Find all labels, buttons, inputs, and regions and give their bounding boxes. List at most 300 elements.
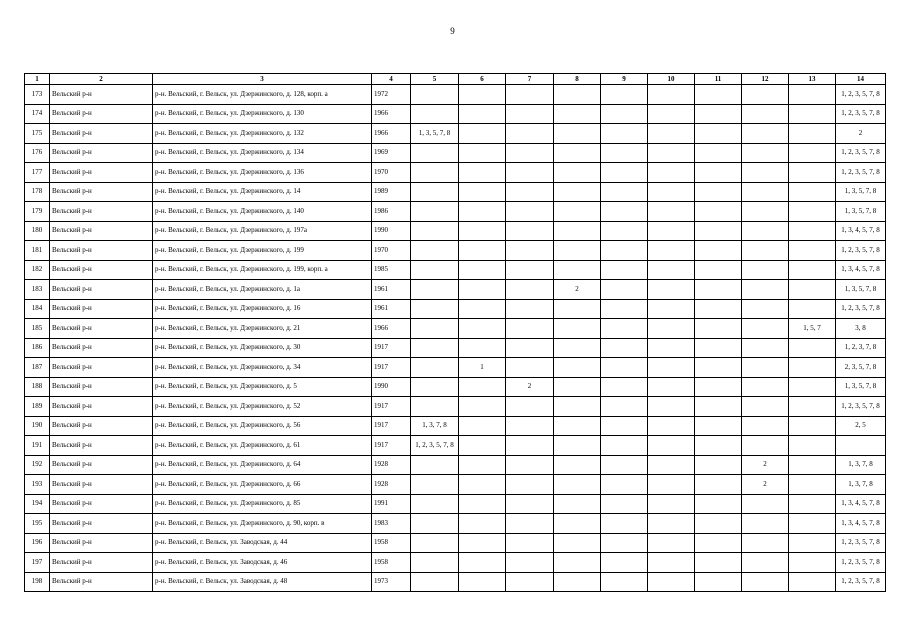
col9-cell bbox=[601, 260, 648, 280]
row-number-cell: 197 bbox=[25, 553, 50, 573]
col14-cell: 1, 2, 3, 5, 7, 8 bbox=[836, 572, 886, 592]
col7-cell bbox=[506, 338, 554, 358]
col10-cell bbox=[648, 319, 695, 339]
address-cell: р-н. Вельский, г. Вельск, ул. Дзержинского, д. 90, корп. в bbox=[153, 514, 372, 534]
col8-cell bbox=[554, 358, 601, 378]
table-row bbox=[25, 553, 886, 573]
col11-cell bbox=[695, 514, 742, 534]
col5-cell bbox=[411, 455, 459, 475]
col10-cell bbox=[648, 553, 695, 573]
col8-cell bbox=[554, 475, 601, 495]
col6-cell bbox=[459, 260, 506, 280]
row-number-cell: 191 bbox=[25, 436, 50, 456]
col14-cell: 1, 2, 3, 5, 7, 8 bbox=[836, 553, 886, 573]
table-row bbox=[25, 182, 886, 202]
address-cell: р-н. Вельский, г. Вельск, ул. Дзержинского, д. 66 bbox=[153, 475, 372, 495]
address-cell: р-н. Вельский, г. Вельск, ул. Дзержинского, д. 134 bbox=[153, 143, 372, 163]
col11-cell bbox=[695, 221, 742, 241]
col6-cell bbox=[459, 163, 506, 183]
table-row bbox=[25, 572, 886, 592]
district-cell: Вельский р-н bbox=[50, 397, 153, 417]
address-cell: р-н. Вельский, г. Вельск, ул. Дзержинского, д. 199 bbox=[153, 241, 372, 261]
col14-cell: 1, 3, 7, 8 bbox=[836, 455, 886, 475]
col13-cell: 1, 5, 7 bbox=[789, 319, 836, 339]
col10-cell bbox=[648, 299, 695, 319]
col14-cell: 1, 2, 3, 5, 7, 8 bbox=[836, 299, 886, 319]
year-cell: 1970 bbox=[372, 163, 411, 183]
col9-cell bbox=[601, 436, 648, 456]
column-header: 1 bbox=[25, 74, 50, 85]
table-row bbox=[25, 377, 886, 397]
col7-cell bbox=[506, 358, 554, 378]
col6-cell bbox=[459, 572, 506, 592]
row-number-cell: 179 bbox=[25, 202, 50, 222]
col11-cell bbox=[695, 416, 742, 436]
col5-cell bbox=[411, 299, 459, 319]
row-number-cell: 174 bbox=[25, 104, 50, 124]
col6-cell bbox=[459, 338, 506, 358]
col7-cell bbox=[506, 280, 554, 300]
district-cell: Вельский р-н bbox=[50, 358, 153, 378]
housing-register-table bbox=[24, 73, 886, 592]
col14-cell: 1, 3, 5, 7, 8 bbox=[836, 377, 886, 397]
col10-cell bbox=[648, 397, 695, 417]
col8-cell bbox=[554, 260, 601, 280]
col7-cell bbox=[506, 553, 554, 573]
district-cell: Вельский р-н bbox=[50, 124, 153, 144]
table-row bbox=[25, 475, 886, 495]
col7-cell bbox=[506, 182, 554, 202]
col9-cell bbox=[601, 221, 648, 241]
table-row bbox=[25, 514, 886, 534]
col6-cell bbox=[459, 514, 506, 534]
col7-cell bbox=[506, 260, 554, 280]
col8-cell bbox=[554, 553, 601, 573]
col5-cell bbox=[411, 397, 459, 417]
address-cell: р-н. Вельский, г. Вельск, ул. Дзержинского, д. 34 bbox=[153, 358, 372, 378]
col9-cell bbox=[601, 455, 648, 475]
col12-cell bbox=[742, 397, 789, 417]
col6-cell bbox=[459, 85, 506, 105]
col5-cell bbox=[411, 221, 459, 241]
district-cell: Вельский р-н bbox=[50, 299, 153, 319]
col13-cell bbox=[789, 280, 836, 300]
column-header: 2 bbox=[50, 74, 153, 85]
col9-cell bbox=[601, 124, 648, 144]
year-cell: 1917 bbox=[372, 338, 411, 358]
col8-cell bbox=[554, 338, 601, 358]
column-header: 14 bbox=[836, 74, 886, 85]
address-cell: р-н. Вельский, г. Вельск, ул. Дзержинского, д. 30 bbox=[153, 338, 372, 358]
col10-cell bbox=[648, 572, 695, 592]
col11-cell bbox=[695, 455, 742, 475]
col13-cell bbox=[789, 397, 836, 417]
col8-cell bbox=[554, 436, 601, 456]
col6-cell bbox=[459, 475, 506, 495]
table-row bbox=[25, 397, 886, 417]
col7-cell bbox=[506, 475, 554, 495]
col5-cell bbox=[411, 338, 459, 358]
table-row bbox=[25, 319, 886, 339]
year-cell: 1972 bbox=[372, 85, 411, 105]
col5-cell bbox=[411, 202, 459, 222]
table-row bbox=[25, 202, 886, 222]
col13-cell bbox=[789, 377, 836, 397]
column-header: 8 bbox=[554, 74, 601, 85]
col14-cell: 1, 3, 5, 7, 8 bbox=[836, 182, 886, 202]
col8-cell bbox=[554, 124, 601, 144]
row-number-cell: 178 bbox=[25, 182, 50, 202]
district-cell: Вельский р-н bbox=[50, 182, 153, 202]
col8-cell bbox=[554, 221, 601, 241]
col14-cell: 1, 2, 3, 5, 7, 8 bbox=[836, 533, 886, 553]
col12-cell bbox=[742, 260, 789, 280]
table-row bbox=[25, 280, 886, 300]
district-cell: Вельский р-н bbox=[50, 572, 153, 592]
col11-cell bbox=[695, 358, 742, 378]
year-cell: 1991 bbox=[372, 494, 411, 514]
col8-cell bbox=[554, 533, 601, 553]
col10-cell bbox=[648, 416, 695, 436]
col8-cell bbox=[554, 494, 601, 514]
col14-cell: 1, 3, 5, 7, 8 bbox=[836, 280, 886, 300]
address-cell: р-н. Вельский, г. Вельск, ул. Дзержинского, д. 130 bbox=[153, 104, 372, 124]
address-cell: р-н. Вельский, г. Вельск, ул. Заводская, д. 44 bbox=[153, 533, 372, 553]
col13-cell bbox=[789, 475, 836, 495]
col6-cell bbox=[459, 533, 506, 553]
col11-cell bbox=[695, 104, 742, 124]
col7-cell bbox=[506, 436, 554, 456]
year-cell: 1961 bbox=[372, 280, 411, 300]
col5-cell bbox=[411, 280, 459, 300]
col5-cell bbox=[411, 182, 459, 202]
col8-cell: 2 bbox=[554, 280, 601, 300]
col12-cell bbox=[742, 221, 789, 241]
col9-cell bbox=[601, 572, 648, 592]
page-number: 9 bbox=[450, 26, 455, 36]
col9-cell bbox=[601, 514, 648, 534]
year-cell: 1928 bbox=[372, 455, 411, 475]
district-cell: Вельский р-н bbox=[50, 553, 153, 573]
district-cell: Вельский р-н bbox=[50, 494, 153, 514]
district-cell: Вельский р-н bbox=[50, 260, 153, 280]
col13-cell bbox=[789, 143, 836, 163]
col11-cell bbox=[695, 182, 742, 202]
row-number-cell: 185 bbox=[25, 319, 50, 339]
col11-cell bbox=[695, 436, 742, 456]
district-cell: Вельский р-н bbox=[50, 241, 153, 261]
col12-cell bbox=[742, 553, 789, 573]
col9-cell bbox=[601, 475, 648, 495]
col5-cell bbox=[411, 260, 459, 280]
col12-cell bbox=[742, 319, 789, 339]
col10-cell bbox=[648, 143, 695, 163]
col7-cell bbox=[506, 299, 554, 319]
col10-cell bbox=[648, 280, 695, 300]
col7-cell bbox=[506, 241, 554, 261]
col14-cell: 1, 2, 3, 5, 7, 8 bbox=[836, 397, 886, 417]
col14-cell: 2, 3, 5, 7, 8 bbox=[836, 358, 886, 378]
col10-cell bbox=[648, 85, 695, 105]
row-number-cell: 175 bbox=[25, 124, 50, 144]
address-cell: р-н. Вельский, г. Вельск, ул. Дзержинского, д. 21 bbox=[153, 319, 372, 339]
col5-cell: 1, 3, 5, 7, 8 bbox=[411, 124, 459, 144]
address-cell: р-н. Вельский, г. Вельск, ул. Дзержинского, д. 85 bbox=[153, 494, 372, 514]
district-cell: Вельский р-н bbox=[50, 104, 153, 124]
col11-cell bbox=[695, 202, 742, 222]
col13-cell bbox=[789, 124, 836, 144]
col9-cell bbox=[601, 202, 648, 222]
col12-cell bbox=[742, 358, 789, 378]
col6-cell bbox=[459, 299, 506, 319]
col12-cell bbox=[742, 494, 789, 514]
col12-cell bbox=[742, 514, 789, 534]
column-header: 9 bbox=[601, 74, 648, 85]
col14-cell: 3, 8 bbox=[836, 319, 886, 339]
col8-cell bbox=[554, 377, 601, 397]
table-row bbox=[25, 436, 886, 456]
year-cell: 1989 bbox=[372, 182, 411, 202]
col9-cell bbox=[601, 377, 648, 397]
col11-cell bbox=[695, 553, 742, 573]
col8-cell bbox=[554, 104, 601, 124]
table-row bbox=[25, 104, 886, 124]
col9-cell bbox=[601, 299, 648, 319]
col14-cell: 2, 5 bbox=[836, 416, 886, 436]
col12-cell bbox=[742, 163, 789, 183]
column-header: 7 bbox=[506, 74, 554, 85]
year-cell: 1970 bbox=[372, 241, 411, 261]
col10-cell bbox=[648, 475, 695, 495]
district-cell: Вельский р-н bbox=[50, 436, 153, 456]
col5-cell bbox=[411, 475, 459, 495]
col13-cell bbox=[789, 299, 836, 319]
address-cell: р-н. Вельский, г. Вельск, ул. Дзержинского, д. 5 bbox=[153, 377, 372, 397]
year-cell: 1986 bbox=[372, 202, 411, 222]
col11-cell bbox=[695, 143, 742, 163]
col12-cell bbox=[742, 338, 789, 358]
row-number-cell: 177 bbox=[25, 163, 50, 183]
col11-cell bbox=[695, 163, 742, 183]
table-row bbox=[25, 221, 886, 241]
col8-cell bbox=[554, 202, 601, 222]
row-number-cell: 182 bbox=[25, 260, 50, 280]
col7-cell bbox=[506, 104, 554, 124]
address-cell: р-н. Вельский, г. Вельск, ул. Дзержинского, д. 52 bbox=[153, 397, 372, 417]
table-row bbox=[25, 143, 886, 163]
col5-cell bbox=[411, 533, 459, 553]
table-row bbox=[25, 260, 886, 280]
district-cell: Вельский р-н bbox=[50, 416, 153, 436]
col14-cell: 1, 2, 3, 5, 7, 8 bbox=[836, 163, 886, 183]
row-number-cell: 195 bbox=[25, 514, 50, 534]
col14-cell bbox=[836, 436, 886, 456]
col13-cell bbox=[789, 533, 836, 553]
col7-cell bbox=[506, 202, 554, 222]
col13-cell bbox=[789, 572, 836, 592]
col6-cell bbox=[459, 494, 506, 514]
col8-cell bbox=[554, 397, 601, 417]
district-cell: Вельский р-н bbox=[50, 143, 153, 163]
col7-cell bbox=[506, 124, 554, 144]
year-cell: 1990 bbox=[372, 221, 411, 241]
col10-cell bbox=[648, 436, 695, 456]
row-number-cell: 189 bbox=[25, 397, 50, 417]
table-row bbox=[25, 163, 886, 183]
col8-cell bbox=[554, 182, 601, 202]
row-number-cell: 192 bbox=[25, 455, 50, 475]
col6-cell bbox=[459, 182, 506, 202]
address-cell: р-н. Вельский, г. Вельск, ул. Дзержинского, д. 14 bbox=[153, 182, 372, 202]
col11-cell bbox=[695, 338, 742, 358]
table-row bbox=[25, 494, 886, 514]
col8-cell bbox=[554, 416, 601, 436]
col5-cell bbox=[411, 163, 459, 183]
address-cell: р-н. Вельский, г. Вельск, ул. Дзержинского, д. 128, корп. а bbox=[153, 85, 372, 105]
col7-cell: 2 bbox=[506, 377, 554, 397]
row-number-cell: 198 bbox=[25, 572, 50, 592]
col6-cell bbox=[459, 319, 506, 339]
year-cell: 1985 bbox=[372, 260, 411, 280]
col13-cell bbox=[789, 104, 836, 124]
row-number-cell: 187 bbox=[25, 358, 50, 378]
table-row bbox=[25, 358, 886, 378]
district-cell: Вельский р-н bbox=[50, 377, 153, 397]
col11-cell bbox=[695, 494, 742, 514]
col5-cell: 1, 2, 3, 5, 7, 8 bbox=[411, 436, 459, 456]
col10-cell bbox=[648, 514, 695, 534]
col5-cell bbox=[411, 319, 459, 339]
col7-cell bbox=[506, 416, 554, 436]
col9-cell bbox=[601, 85, 648, 105]
col6-cell bbox=[459, 455, 506, 475]
col5-cell bbox=[411, 143, 459, 163]
col9-cell bbox=[601, 416, 648, 436]
col8-cell bbox=[554, 572, 601, 592]
col10-cell bbox=[648, 494, 695, 514]
col5-cell: 1, 3, 7, 8 bbox=[411, 416, 459, 436]
col11-cell bbox=[695, 397, 742, 417]
address-cell: р-н. Вельский, г. Вельск, ул. Заводская, д. 48 bbox=[153, 572, 372, 592]
col13-cell bbox=[789, 241, 836, 261]
column-number-header-row bbox=[25, 74, 886, 85]
col12-cell bbox=[742, 85, 789, 105]
row-number-cell: 188 bbox=[25, 377, 50, 397]
district-cell: Вельский р-н bbox=[50, 85, 153, 105]
col6-cell bbox=[459, 436, 506, 456]
col7-cell bbox=[506, 572, 554, 592]
col7-cell bbox=[506, 221, 554, 241]
year-cell: 1990 bbox=[372, 377, 411, 397]
col6-cell bbox=[459, 553, 506, 573]
col6-cell bbox=[459, 221, 506, 241]
column-header: 11 bbox=[695, 74, 742, 85]
district-cell: Вельский р-н bbox=[50, 221, 153, 241]
column-header: 13 bbox=[789, 74, 836, 85]
table-row bbox=[25, 85, 886, 105]
year-cell: 1917 bbox=[372, 436, 411, 456]
year-cell: 1973 bbox=[372, 572, 411, 592]
row-number-cell: 173 bbox=[25, 85, 50, 105]
col6-cell bbox=[459, 241, 506, 261]
year-cell: 1966 bbox=[372, 104, 411, 124]
table-row bbox=[25, 241, 886, 261]
col12-cell bbox=[742, 436, 789, 456]
col8-cell bbox=[554, 241, 601, 261]
col10-cell bbox=[648, 182, 695, 202]
col12-cell bbox=[742, 416, 789, 436]
col10-cell bbox=[648, 124, 695, 144]
address-cell: р-н. Вельский, г. Вельск, ул. Дзержинского, д. 64 bbox=[153, 455, 372, 475]
year-cell: 1966 bbox=[372, 319, 411, 339]
col12-cell bbox=[742, 377, 789, 397]
col10-cell bbox=[648, 260, 695, 280]
col7-cell bbox=[506, 494, 554, 514]
col10-cell bbox=[648, 202, 695, 222]
address-cell: р-н. Вельский, г. Вельск, ул. Дзержинского, д. 199, корп. а bbox=[153, 260, 372, 280]
col10-cell bbox=[648, 338, 695, 358]
col14-cell: 1, 2, 3, 5, 7, 8 bbox=[836, 241, 886, 261]
col12-cell bbox=[742, 182, 789, 202]
col13-cell bbox=[789, 221, 836, 241]
row-number-cell: 186 bbox=[25, 338, 50, 358]
table-row bbox=[25, 416, 886, 436]
col10-cell bbox=[648, 377, 695, 397]
col12-cell: 2 bbox=[742, 455, 789, 475]
row-number-cell: 184 bbox=[25, 299, 50, 319]
col7-cell bbox=[506, 533, 554, 553]
col9-cell bbox=[601, 143, 648, 163]
col8-cell bbox=[554, 455, 601, 475]
col12-cell bbox=[742, 124, 789, 144]
col6-cell bbox=[459, 104, 506, 124]
district-cell: Вельский р-н bbox=[50, 514, 153, 534]
col13-cell bbox=[789, 514, 836, 534]
year-cell: 1969 bbox=[372, 143, 411, 163]
row-number-cell: 194 bbox=[25, 494, 50, 514]
col14-cell: 1, 3, 4, 5, 7, 8 bbox=[836, 514, 886, 534]
col6-cell bbox=[459, 143, 506, 163]
col14-cell: 2 bbox=[836, 124, 886, 144]
col12-cell bbox=[742, 299, 789, 319]
col13-cell bbox=[789, 182, 836, 202]
col7-cell bbox=[506, 143, 554, 163]
column-header: 4 bbox=[372, 74, 411, 85]
col8-cell bbox=[554, 299, 601, 319]
col7-cell bbox=[506, 455, 554, 475]
col9-cell bbox=[601, 397, 648, 417]
column-header: 10 bbox=[648, 74, 695, 85]
col12-cell bbox=[742, 280, 789, 300]
col6-cell bbox=[459, 124, 506, 144]
col11-cell bbox=[695, 572, 742, 592]
col11-cell bbox=[695, 280, 742, 300]
col14-cell: 1, 3, 4, 5, 7, 8 bbox=[836, 260, 886, 280]
district-cell: Вельский р-н bbox=[50, 319, 153, 339]
col10-cell bbox=[648, 104, 695, 124]
col11-cell bbox=[695, 377, 742, 397]
col14-cell: 1, 3, 4, 5, 7, 8 bbox=[836, 221, 886, 241]
col11-cell bbox=[695, 319, 742, 339]
col9-cell bbox=[601, 494, 648, 514]
col7-cell bbox=[506, 514, 554, 534]
row-number-cell: 193 bbox=[25, 475, 50, 495]
row-number-cell: 196 bbox=[25, 533, 50, 553]
district-cell: Вельский р-н bbox=[50, 163, 153, 183]
col6-cell bbox=[459, 202, 506, 222]
col8-cell bbox=[554, 319, 601, 339]
col5-cell bbox=[411, 572, 459, 592]
